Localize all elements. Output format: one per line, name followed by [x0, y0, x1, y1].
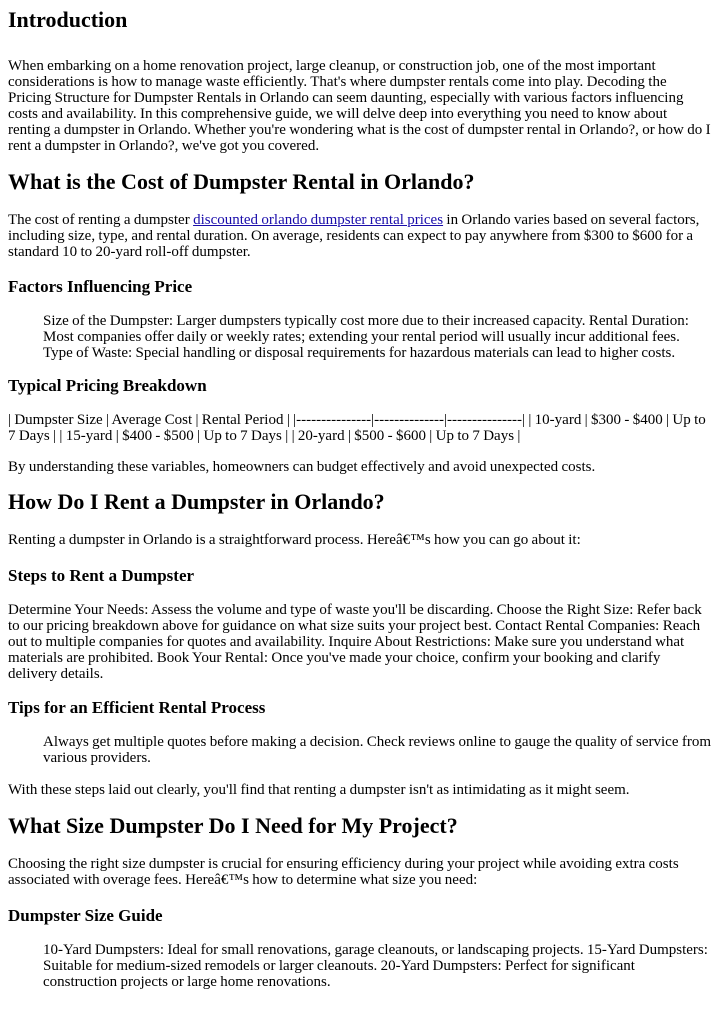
- steps-paragraph: Determine Your Needs: Assess the volume and type of waste you'll be discarding. Choose the Right Size: Refer back to our pricing breakdown above for guidance on what size suits your project best. Contact Rental Companies: Reach out to multiple companies for quotes and availability. Inquire About Restrictions: Make sure you understand what materials are prohibited. Book Your Rental: Once you've made your choice, confirm your booking and clarify delivery details.: [8, 602, 702, 682]
- heading-steps: Steps to Rent a Dumpster: [8, 566, 195, 585]
- intro-paragraph: When embarking on a home renovation project, large cleanup, or construction job, one of the most important considerations is how to manage waste efficiently. That's where dumpster rentals come into play. Decoding the Pricing Structure for Dumpster Rentals in Orlando can seem daunting, especially with various factors influencing costs and availability. In this comprehensive guide, we will delve deep into everything you need to know about renting a dumpster in Orlando. Whether you're wondering what is the cost of dumpster rental in Orlando?, or how do I rent a dumpster in Orlando?, we've got you covered.: [8, 58, 711, 154]
- heading-introduction: Introduction: [8, 7, 128, 32]
- rent-paragraph: Renting a dumpster in Orlando is a straightforward process. Hereâ€™s how you can go about it:: [8, 532, 581, 548]
- size-guide-quote: 10-Yard Dumpsters: Ideal for small renovations, garage cleanouts, or landscaping projects. 15-Yard Dumpsters: Suitable for medium-sized remodels or larger cleanouts. 20-Yard Dumpsters: Perfect for significant construction projects or large home renovations.: [43, 942, 708, 990]
- tips-quote: Always get multiple quotes before making a decision. Check reviews online to gauge the quality of service from various providers.: [43, 734, 712, 766]
- factors-quote: Size of the Dumpster: Larger dumpsters typically cost more due to their increased capacity. Rental Duration: Most companies offer daily or weekly rates; extending your rental period will usually incur additional fees. Type of Waste: Special handling or disposal requirements for hazardous materials can lead to higher costs.: [43, 313, 689, 361]
- size-paragraph: Choosing the right size dumpster is crucial for ensuring efficiency during your project while avoiding extra costs associated with overage fees. Hereâ€™s how to determine what size you need:: [8, 856, 679, 888]
- heading-size: What Size Dumpster Do I Need for My Project?: [8, 813, 458, 838]
- cost-paragraph: [8, 212, 712, 260]
- heading-size-guide: Dumpster Size Guide: [8, 906, 163, 925]
- heading-tips: Tips for an Efficient Rental Process: [8, 698, 266, 717]
- pricing-table-text: | Dumpster Size | Average Cost | Rental Period | |---------------|--------------|---------------| | 10-yard | $300 - $400 | Up to 7 Days | | 15-yard | $400 - $500 | Up to 7 Days | | 20-yard | $500 - $600 | Up to 7 Days |: [8, 412, 706, 444]
- heading-rent: How Do I Rent a Dumpster in Orlando?: [8, 489, 385, 514]
- heading-pricing: Typical Pricing Breakdown: [8, 376, 207, 395]
- heading-cost: What is the Cost of Dumpster Rental in Orlando?: [8, 169, 475, 194]
- cost-text-after-link: in Orlando varies based on several factors, including size, type, and rental duration. On average, residents can expect to pay anywhere from $300 to $600 for a standard 10 to 20-yard roll-off dumpster.: [8, 212, 700, 260]
- cost-text-before-link: The cost of renting a dumpster: [8, 212, 194, 228]
- pricing-after-paragraph: By understanding these variables, homeowners can budget effectively and avoid unexpected costs.: [8, 459, 596, 475]
- rental-prices-link[interactable]: discounted orlando dumpster rental prices: [193, 212, 444, 228]
- tips-after-paragraph: With these steps laid out clearly, you'll find that renting a dumpster isn't as intimidating as it might seem.: [8, 782, 630, 798]
- heading-factors: Factors Influencing Price: [8, 277, 193, 296]
